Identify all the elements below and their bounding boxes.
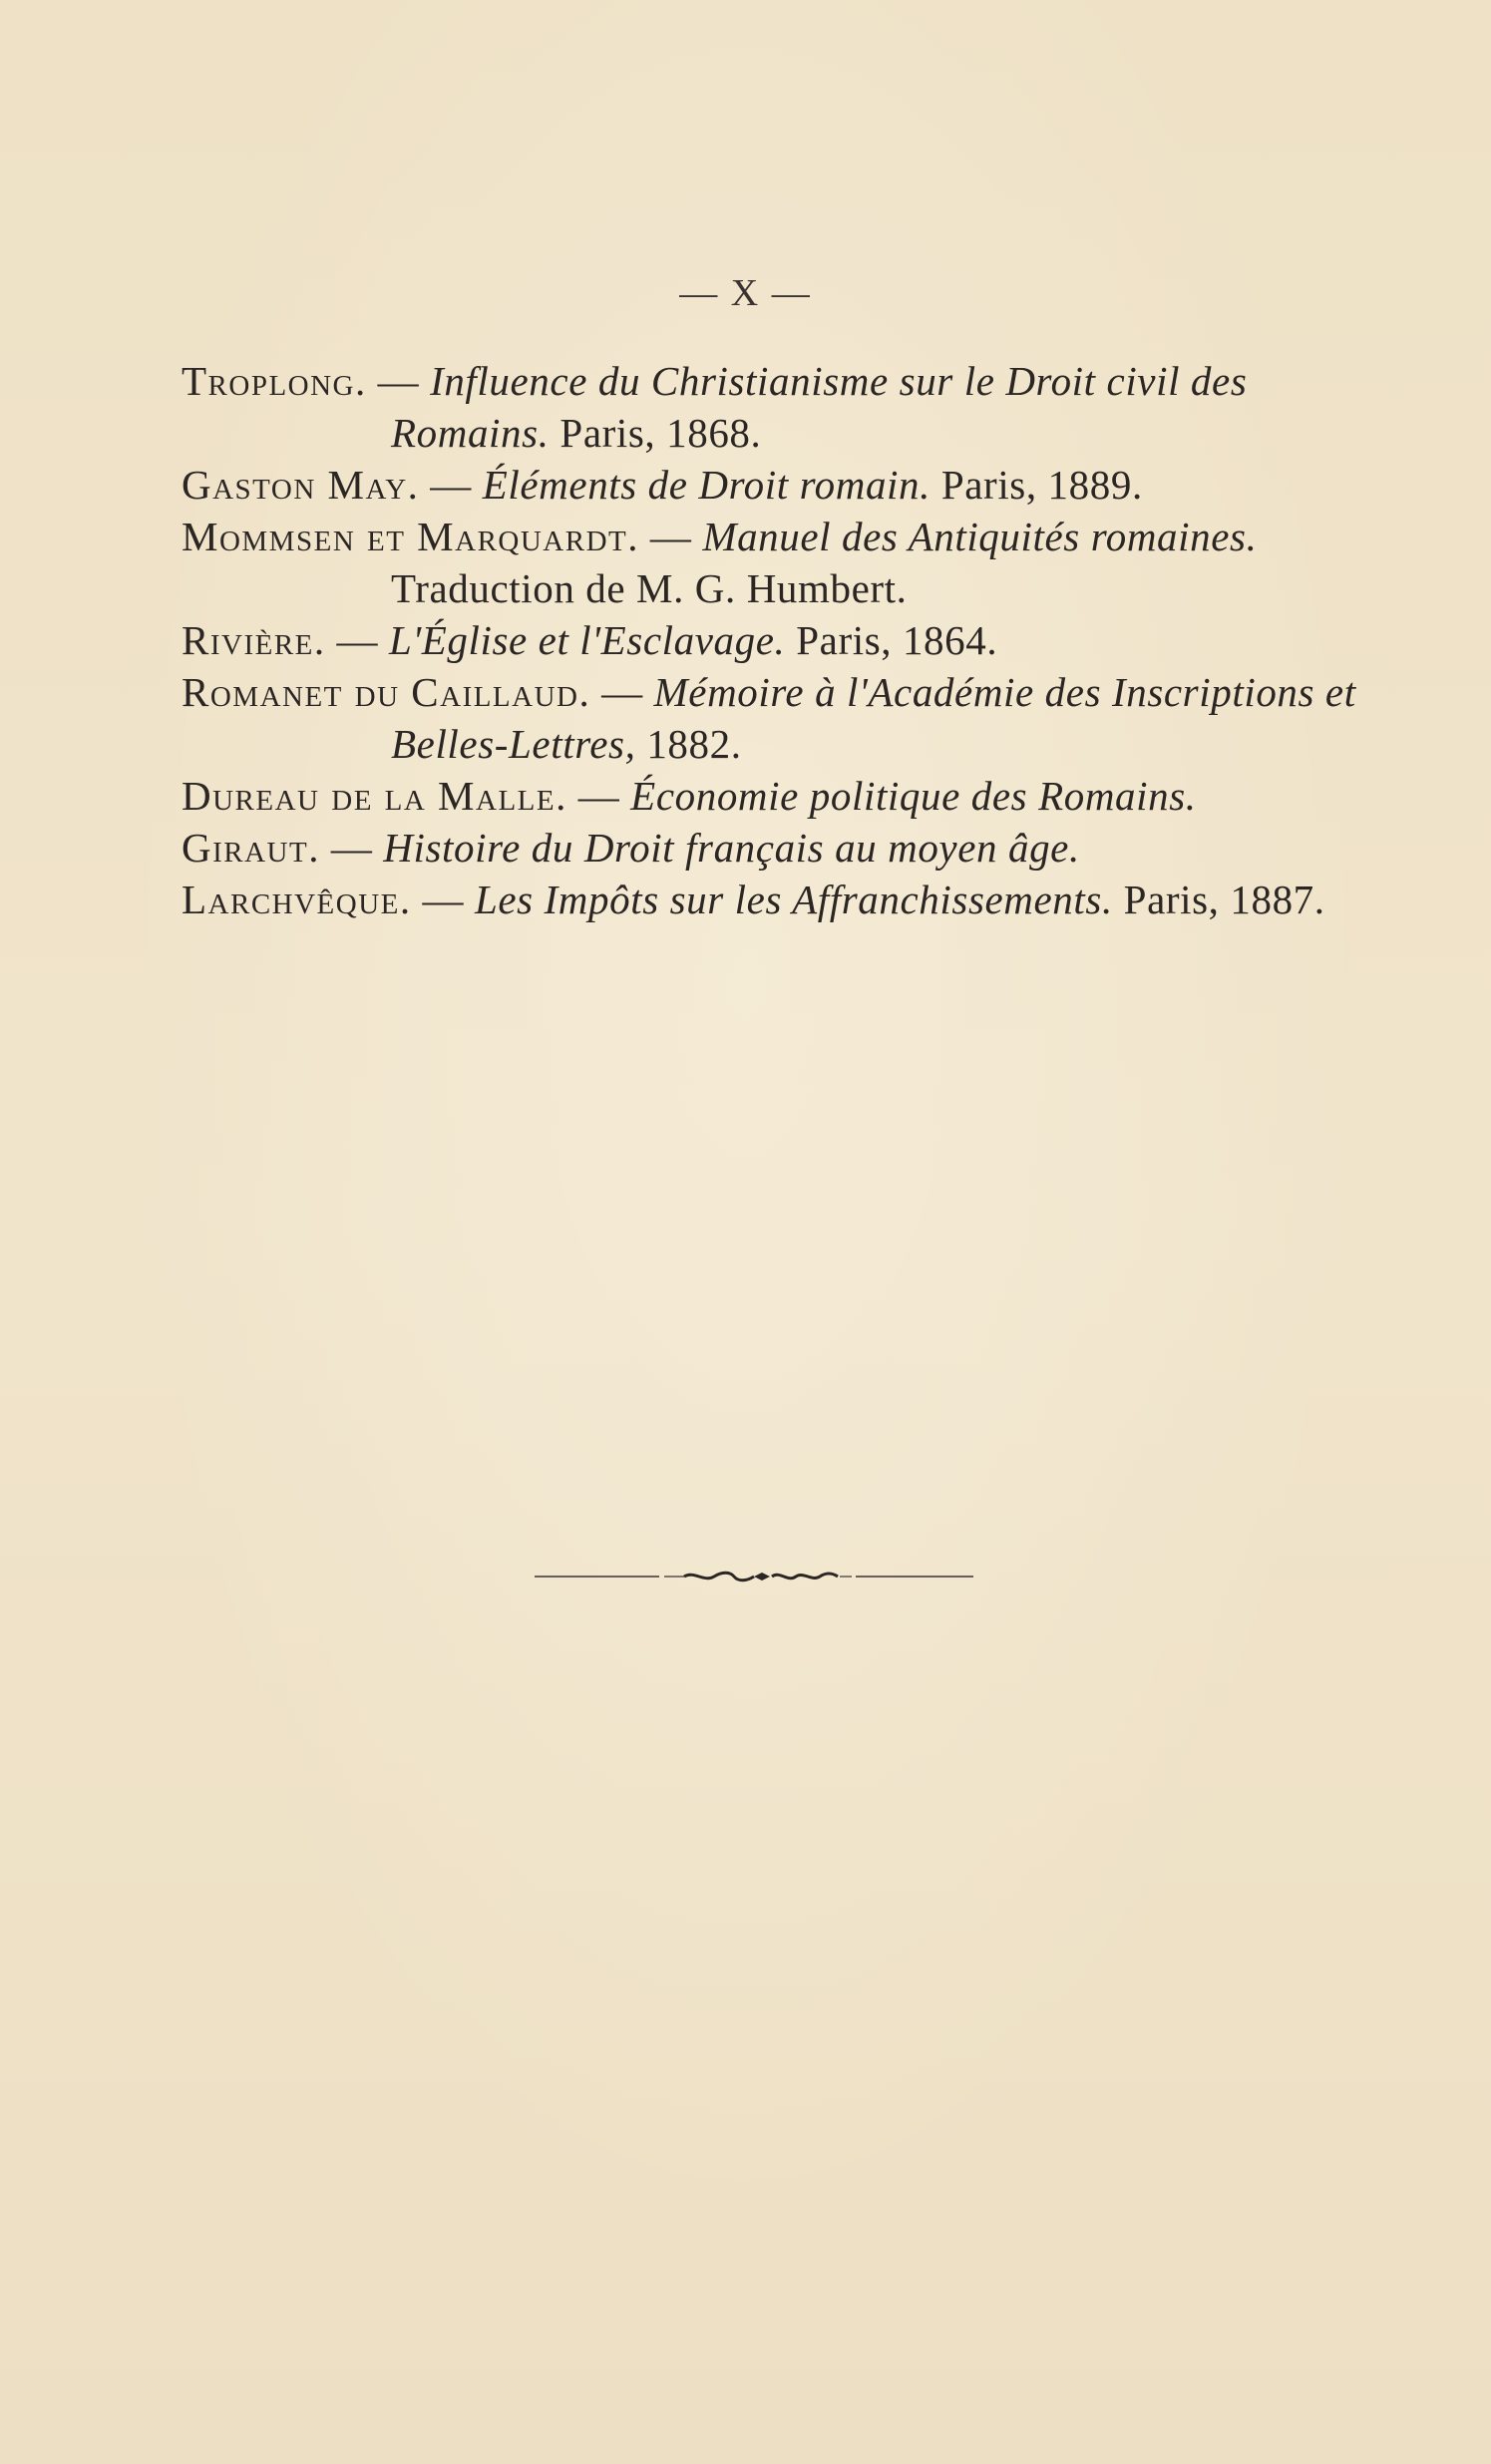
entry-author: Giraut. bbox=[182, 825, 320, 871]
entry-title: Histoire du Droit français au moyen âge. bbox=[383, 825, 1080, 871]
bibliography-entry: Romanet du Caillaud. — Mémoire à l'Académie des Inscriptions et Belles-Lettres, 1882. bbox=[182, 669, 1356, 767]
entry-title: Manuel des Antiquités romaines. bbox=[702, 514, 1258, 559]
entry-title: Mémoire à l'Académie des Inscriptions et Belles-Lettres, bbox=[391, 669, 1356, 767]
entry-imprint: Paris, 1868. bbox=[559, 410, 762, 456]
page-folio: — X — bbox=[679, 272, 812, 314]
bibliography-entry: Troplong. — Influence du Christianisme sur le Droit civil des Romains. Paris, 1868. bbox=[182, 358, 1248, 456]
entry-author: Dureau de la Malle. bbox=[182, 773, 567, 819]
entry-author: Romanet du Caillaud. bbox=[182, 669, 591, 715]
entry-author: Rivière. bbox=[182, 617, 326, 663]
bibliography-entry: Giraut. — Histoire du Droit français au moyen âge. bbox=[182, 825, 1080, 871]
bibliography-entry: Rivière. — L'Église et l'Esclavage. Paris, 1864. bbox=[182, 617, 998, 663]
entry-title: L'Église et l'Esclavage. bbox=[388, 617, 786, 663]
entry-imprint: Paris, 1889. bbox=[940, 462, 1143, 508]
entry-imprint: 1882. bbox=[646, 721, 742, 767]
bibliography-entry: Mommsen et Marquardt. — Manuel des Antiquités romaines. Traduction de M. G. Humbert. bbox=[182, 514, 1258, 611]
entry-title: Influence du Christianisme sur le Droit civil des Romains. bbox=[391, 358, 1248, 456]
entry-title: Éléments de Droit romain. bbox=[482, 462, 931, 508]
bibliography-entry: Dureau de la Malle. — Économie politique des Romains. bbox=[182, 773, 1197, 819]
bibliography-entry: Gaston May. — Éléments de Droit romain. Paris, 1889. bbox=[182, 462, 1143, 508]
bibliography-entry: Larchvêque. — Les Impôts sur les Affranchissements. Paris, 1887. bbox=[182, 877, 1325, 922]
entry-author: Troplong. bbox=[182, 358, 367, 404]
entry-imprint: Paris, 1887. bbox=[1123, 877, 1325, 922]
entry-author: Larchvêque. bbox=[182, 877, 412, 922]
entry-author: Gaston May. bbox=[182, 462, 420, 508]
bibliography-list bbox=[182, 355, 1358, 925]
entry-imprint: Traduction de M. G. Humbert. bbox=[391, 565, 908, 611]
entry-author: Mommsen et Marquardt. bbox=[182, 514, 640, 559]
fleuron-icon bbox=[535, 1570, 973, 1584]
entry-title: Économie politique des Romains. bbox=[630, 773, 1197, 819]
entry-title: Les Impôts sur les Affranchissements. bbox=[474, 877, 1113, 922]
entry-imprint: Paris, 1864. bbox=[796, 617, 998, 663]
